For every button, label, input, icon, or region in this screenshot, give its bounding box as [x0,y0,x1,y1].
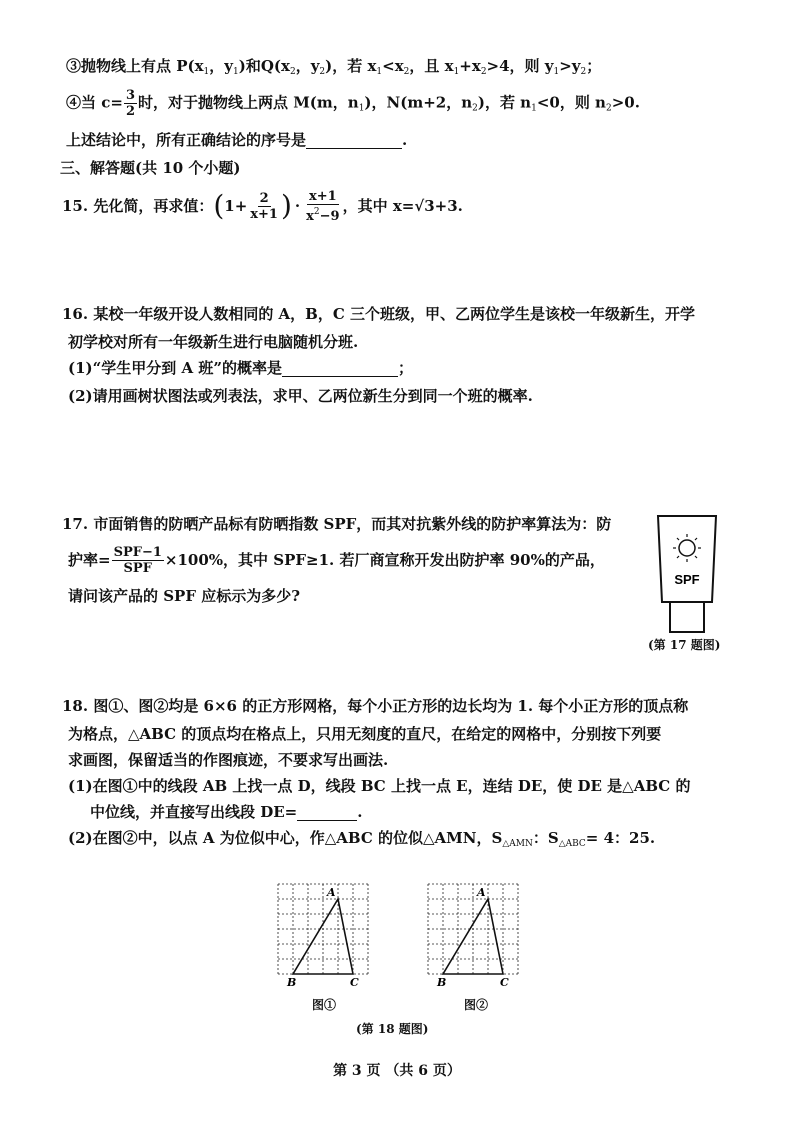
subscript: 1 [233,67,239,77]
subscript: 2 [480,67,487,77]
q16-part1 [68,358,413,378]
grid-lines [278,884,368,974]
grid-figure-2 [420,876,530,991]
q14-item3-text: ③抛物线上有点 P(x [66,57,204,75]
q15 [62,188,463,224]
den-part: x [306,208,314,224]
den-part: −9 [319,208,340,224]
subscript: 2 [605,103,612,114]
fraction-three-halves [124,88,137,119]
fraction-numerator: SPF−1 [113,544,162,560]
q14-item3-text: ，y [295,57,320,75]
q18-part2 [68,828,655,854]
q17-caption: (第 17 题图) [648,638,721,652]
vertex-label-c: C [350,976,359,989]
q15-text: ，其中 x=√3+3. [342,197,463,215]
q18-part1-end: . [357,803,363,821]
vertex-label-a: A [477,886,486,899]
fraction-numerator: 3 [125,88,135,103]
q17-text: ×100%，其中 SPF≥1. 若厂商宣称开发出防护率 90%的产品， [164,551,605,569]
q14-item4-text: 时，对于抛物线上两点 M(m，n [137,93,359,112]
subscript: 2 [289,67,296,77]
section-heading: 三、解答题(共 10 个小题) [60,159,241,177]
fraction [112,545,164,576]
q18-part1-cont [90,802,362,822]
q18-line2: 为格点，△ABC 的顶点均在格点上，只用无刻度的直尺，在给定的网格中，分别按下列要 [68,725,662,743]
q14-item4-text: )，若 n [477,93,532,112]
subscript: 1 [531,103,537,114]
figure-1-label: 图① [312,998,337,1012]
q14-item3-text: ，且 x [409,57,454,75]
q16-part1-text: (1)“学生甲分到 A 班”的概率是 [68,359,282,377]
subscript: 2 [580,67,587,77]
q15-text: 15. 先化简，再求值： [62,197,214,215]
fraction-numerator: x+1 [309,188,337,204]
paren-close: ) [280,189,292,222]
fraction [304,189,341,224]
subscript: 2 [403,67,410,77]
subscript: 1 [553,67,560,77]
q14-item3-text: <x [382,57,404,75]
grid-figure-1 [270,876,380,991]
q14-item4-text: >0. [611,93,640,112]
figure-2-label: 图② [464,998,489,1012]
q14-conclusion-end: . [402,131,408,149]
subscript: 1 [203,67,210,77]
q14-item3-text: )和Q(x [238,57,290,75]
fraction-numerator: 2 [259,190,269,206]
q14-item3-text: ，y [209,57,233,75]
q14-item3 [66,56,601,82]
q14-item3-text: )，若 x [325,57,377,75]
fraction-denominator [304,205,341,224]
answer-blank[interactable] [297,806,357,821]
fraction-denominator: SPF [123,560,152,576]
q17-line1: 17. 市面销售的防晒产品标有防晒指数 SPF，而其对抗紫外线的防护率算法为：防 [62,515,612,533]
page-footer: 第 3 页 （共 6 页） [333,1063,461,1079]
answer-blank[interactable] [306,134,402,149]
q15-text: 1+ [224,197,248,215]
q16-line1: 16. 某校一年级开设人数相同的 A，B，C 三个班级，甲、乙两位学生是该校一年级新生，开学 [62,305,696,323]
q16-part1-end: ； [397,359,413,377]
q14-item3-text: >y [559,57,581,75]
q18-part2-text: (2)在图②中，以点 A 为位似中心，作△ABC 的位似△AMN，S [68,829,503,847]
subscript: △AMN [502,839,533,849]
sunscreen-tube-illustration [652,512,722,637]
q18-part2-text: = 4：25. [585,829,656,847]
subscript: 1 [358,103,365,114]
paren-open: ( [213,189,225,222]
q14-item4-text: )，N(m+2，n [364,93,473,112]
tube-cap [670,602,704,632]
fraction-denominator: 2 [125,104,135,119]
grid-lines [428,884,518,974]
q16-line2: 初学校对所有一年级新生进行电脑随机分班. [68,333,359,351]
vertex-label-b: B [287,976,297,989]
tube-label: SPF [674,572,700,587]
q14-item3-text: ； [586,57,602,75]
q18-part1: (1)在图①中的线段 AB 上找一点 D，线段 BC 上找一点 E，连结 DE，使 DE 是△ABC 的 [68,777,691,795]
superscript: 2 [313,206,320,217]
q18-part2-text: ：S [532,829,559,847]
vertex-label-a: A [327,886,336,899]
subscript: 1 [453,67,460,77]
q14-item4-text: ④当 c= [66,93,123,112]
q14-item4-text: <0，则 n [536,93,606,112]
subscript: 1 [376,67,383,77]
q18-line1: 18. 图①、图②均是 6×6 的正方形网格，每个小正方形的边长均为 1. 每个小正方形的顶点称 [62,697,689,715]
q16-part2: (2)请用画树状图法或列表法，求甲、乙两位新生分到同一个班的概率. [68,387,533,405]
q17-line3: 请问该产品的 SPF 应标示为多少? [68,587,300,605]
q14-conclusion-text: 上述结论中，所有正确结论的序号是 [66,131,307,149]
q17-line2 [68,542,605,578]
q18-part1-text: 中位线，并直接写出线段 DE= [90,803,298,821]
q17-text: 护率= [68,551,111,569]
q18-line3: 求画图，保留适当的作图痕迹，不要求写出画法. [68,751,389,769]
q14-item4 [66,88,640,119]
q18-caption: (第 18 题图) [356,1022,429,1036]
q14-conclusion [66,130,407,150]
subscript: 2 [472,103,478,114]
answer-blank[interactable] [282,362,398,377]
vertex-label-b: B [437,976,447,989]
subscript: 2 [319,67,326,77]
vertex-label-c: C [500,976,509,989]
q14-item3-text: +x [459,57,481,75]
subscript: △ABC [558,839,586,849]
q14-item3-text: >4，则 y [486,57,554,75]
multiply-dot: · [294,197,301,215]
fraction-denominator: x+1 [250,206,278,222]
fraction [248,191,280,222]
